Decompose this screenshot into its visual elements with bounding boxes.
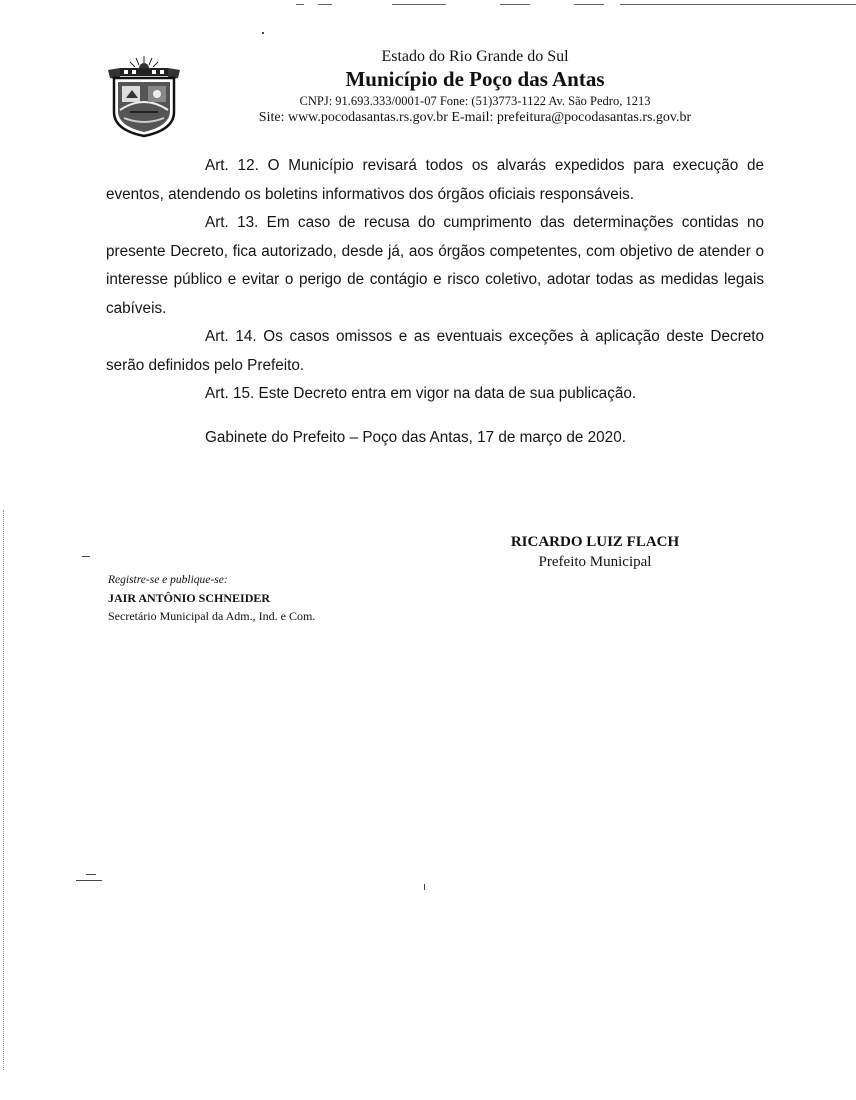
registration-label: Registre-se e publique-se: [108,574,228,586]
signatory-role: Prefeito Municipal [538,554,652,570]
closing-line: Gabinete do Prefeito – Poço das Antas, 17 de março de 2020. [205,428,626,446]
scan-artifacts-top [0,4,856,12]
scan-speck [82,556,90,557]
article-14: Art. 14. Os casos omissos e as eventuais exceções à aplicação deste Decreto serão definidos pelo Prefeito. [106,328,764,374]
header-cnpj-line: CNPJ: 91.693.333/0001-07 Fone: (51)3773-1122 Av. São Pedro, 1213 [299,94,651,108]
scan-speck [76,880,102,881]
article-12: Art. 12. O Município revisará todos os alvarás expedidos para execução de eventos, atendendo os boletins informativos dos órgãos oficiais responsáveis. [106,157,764,203]
header-state: Estado do Rio Grande do Sul [381,48,569,65]
scan-artifact-left-edge [3,510,6,1070]
registration-name: JAIR ANTÔNIO SCHNEIDER [108,591,271,605]
article-15: Art. 15. Este Decreto entra em vigor na data de sua publicação. [205,385,637,402]
registration-role: Secretário Municipal da Adm., Ind. e Com. [108,609,316,623]
signatory-name: RICARDO LUIZ FLACH [510,534,680,550]
scan-speck [86,874,96,875]
decree-body [106,152,764,452]
header-municipality: Município de Poço das Antas [345,67,605,91]
scan-speck [424,884,425,890]
header-site-line: Site: www.pocodasantas.rs.gov.br E-mail: prefeitura@pocodasantas.rs.gov.br [258,110,692,125]
municipal-coat-of-arms-icon [106,54,182,138]
article-13: Art. 13. Em caso de recusa do cumprimento das determinações contidas no presente Decreto, fica autorizado, desde já, aos órgãos competentes, com objetivo de atender o interesse público e evitar o perigo de contágio e risco coletivo, adotar todas as medidas legais cabíveis. [106,214,764,317]
scan-speck [262,32,264,34]
